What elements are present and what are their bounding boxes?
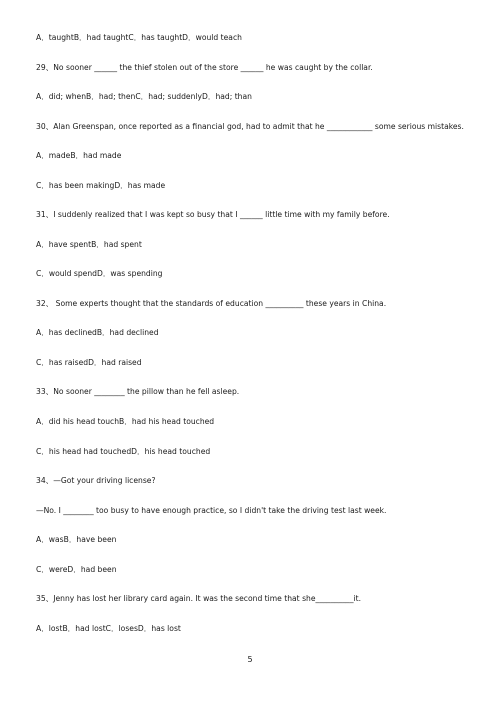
answer-options-30-cd: C．has been makingD．has made [36,181,166,190]
question-31: 31、I suddenly realized that I was kept so busy that I ______ little time with my family before. [36,210,390,219]
answer-options-30-ab: A．madeB．had made [36,151,122,160]
answer-options-28: A．taughtB．had taughtC．has taughtD．would teach [36,33,242,42]
answer-options-33-cd: C．his head had touchedD．his head touched [36,447,211,456]
answer-options-33-ab: A．did his head touchB．had his head touched [36,417,215,426]
question-35: 35、Jenny has lost her library card again. It was the second time that she__________it. [36,594,361,603]
question-34-prompt: 34、—Got your driving license? [36,476,156,485]
page-number: 5 [247,655,253,664]
question-34-response: —No. I ________ too busy to have enough practice, so I didn't take the driving test last week. [36,506,387,515]
answer-options-34-cd: C．wereD．had been [36,565,117,574]
answer-options-34-ab: A．wasB．have been [36,535,117,544]
question-29: 29、No sooner ______ the thief stolen out of the store ______ he was caught by the collar. [36,63,373,72]
question-33: 33、No sooner ________ the pillow than he fell asleep. [36,387,240,396]
answer-options-35: A．lostB．had lostC．losesD．has lost [36,624,181,633]
answer-options-29: A．did; whenB．had; thenC．had; suddenlyD．had; than [36,92,252,101]
answer-options-31-cd: C．would spendD．was spending [36,269,163,278]
answer-options-32-ab: A．has declinedB．had declined [36,328,159,337]
answer-options-32-cd: C．has raisedD．had raised [36,358,142,367]
answer-options-31-ab: A．have spentB．had spent [36,240,142,249]
question-30: 30、Alan Greenspan, once reported as a financial god, had to admit that he ____________ some serious mistakes. [36,122,464,131]
question-32: 32、 Some experts thought that the standards of education __________ these years in China. [36,299,387,308]
